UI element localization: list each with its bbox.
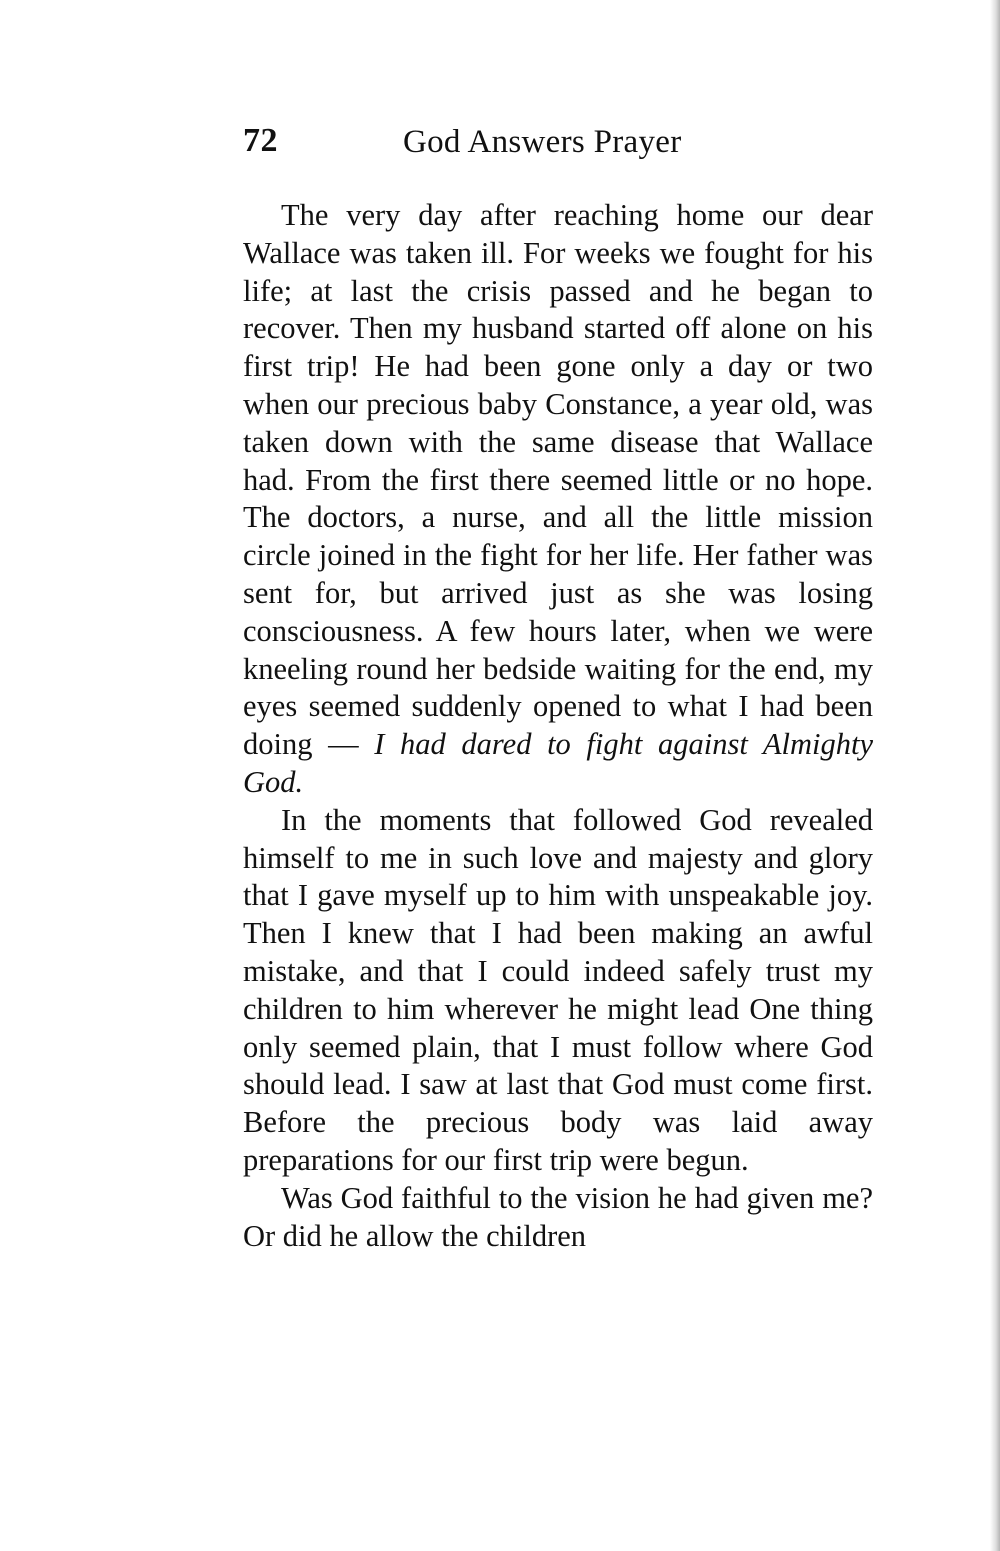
- page-edge-shadow: [990, 0, 1000, 1551]
- page-header: [243, 122, 873, 170]
- paragraph-1-italic: I had dared to fight against Almighty God.: [243, 727, 873, 799]
- paragraph-2: In the moments that followed God revealed himself to me in such love and majesty and glory that I gave myself up to him with unspeakable joy. Then I knew that I had been making an awful mistake, and that I could indeed safely trust my children to him wherever he might lead One thing only seemed plain, that I must follow where God should lead. I saw at last that God must come first. Before the precious body was laid away preparations for our first trip were begun.: [243, 802, 873, 1177]
- page-number: 72: [243, 122, 278, 159]
- running-title: God Answers Prayer: [403, 124, 682, 160]
- paragraph-1: [243, 197, 873, 802]
- body-text: [243, 197, 873, 1255]
- paragraph-1-text: The very day after reaching home our dear Wallace was taken ill. For weeks we fought for his life; at last the crisis passed and he began to recover. Then my husband started off alone on his first trip! He had been gone only a day or two when our precious baby Constance, a year old, was taken down with the same disease that Wallace had. From the first there seemed little or no hope. The doctors, a nurse, and all the little mission circle joined in the fight for her life. Her father was sent for, but arrived just as she was losing consciousness. A few hours later, when we were kneeling round her bedside waiting for the end, my eyes seemed suddenly opened to what I had been doing —: [243, 198, 873, 762]
- paragraph-3: Was God faithful to the vision he had given me? Or did he allow the children: [243, 1180, 873, 1253]
